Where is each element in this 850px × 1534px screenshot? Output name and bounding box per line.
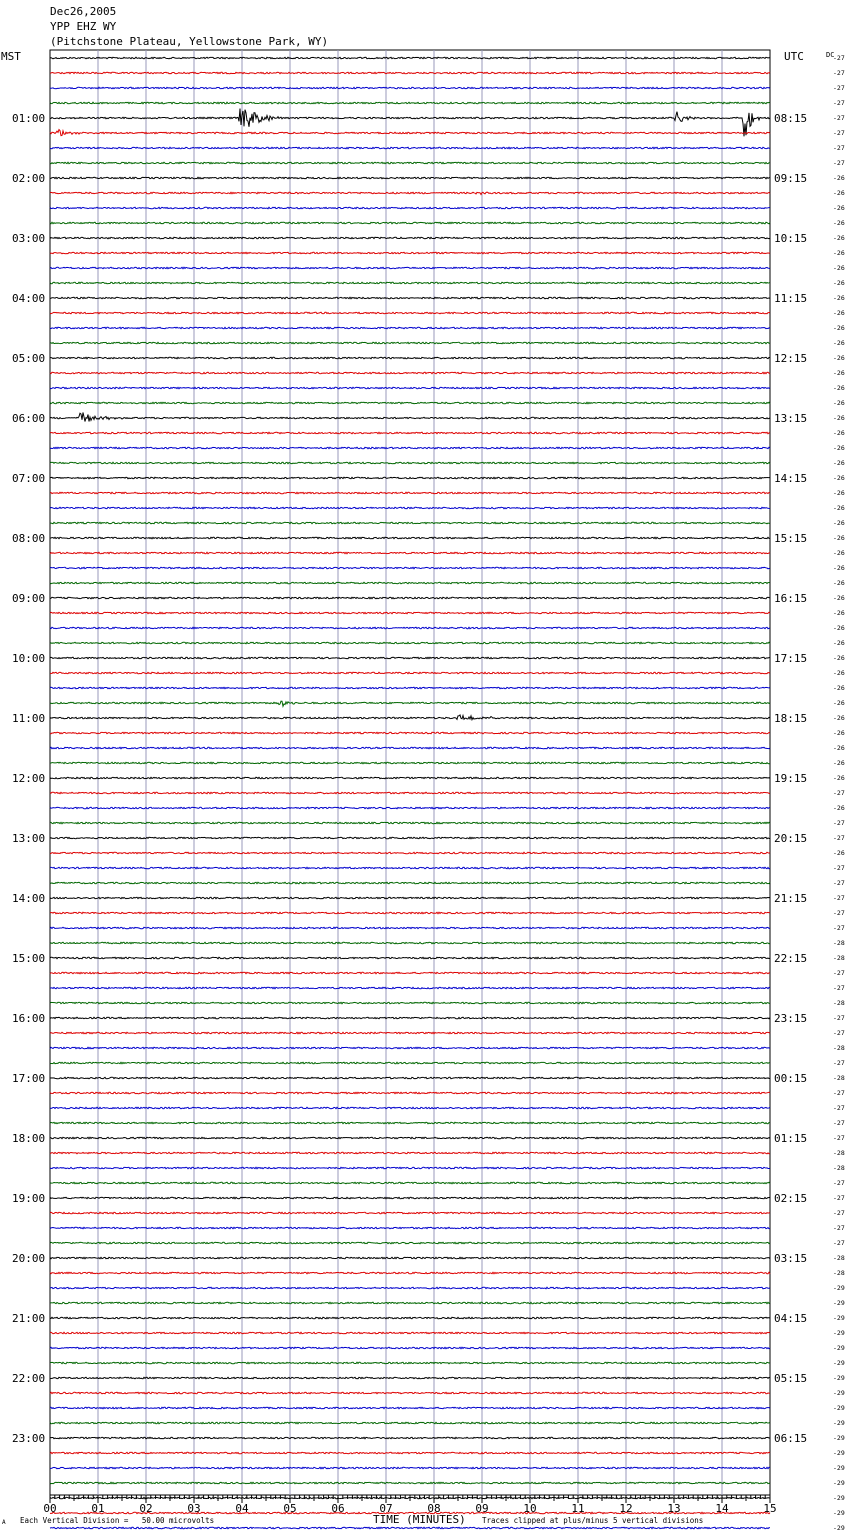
utc-hour-label: 12:15 — [774, 352, 808, 365]
utc-hour-label: 19:15 — [774, 772, 808, 785]
mst-hour-label: 09:00 — [12, 592, 46, 605]
utc-hour-label: 10:15 — [774, 232, 808, 245]
x-tick-label: 02 — [139, 1502, 153, 1515]
mst-hour-label: 05:00 — [12, 352, 46, 365]
dc-offset-label: -27 — [833, 159, 845, 167]
dc-offset-label: -29 — [833, 1404, 845, 1412]
dc-offset-label: -29 — [833, 1509, 845, 1517]
dc-offset-label: -29 — [833, 1434, 845, 1442]
dc-offset-label: -26 — [833, 234, 845, 242]
dc-offset-label: -27 — [833, 69, 845, 77]
dc-offset-label: -29 — [833, 1479, 845, 1487]
dc-offset-label: -26 — [833, 174, 845, 182]
dc-offset-label: -29 — [833, 1449, 845, 1457]
x-tick-label: 01 — [91, 1502, 105, 1515]
dc-offset-label: -29 — [833, 1284, 845, 1292]
dc-offset-label: -26 — [833, 684, 845, 692]
dc-offset-label: -27 — [833, 1104, 845, 1112]
x-tick-label: 13 — [667, 1502, 681, 1515]
dc-offset-label: -29 — [833, 1419, 845, 1427]
dc-offset-label: -26 — [833, 414, 845, 422]
dc-offset-label: -26 — [833, 384, 845, 392]
utc-hour-label: 20:15 — [774, 832, 808, 845]
mst-hour-label: 04:00 — [12, 292, 46, 305]
station-code: YPP EHZ WY — [50, 20, 117, 33]
record-date: Dec26,2005 — [50, 5, 117, 18]
utc-hour-label: 23:15 — [774, 1012, 808, 1025]
dc-offset-label: -27 — [833, 129, 845, 137]
dc-offset-label: -26 — [833, 294, 845, 302]
x-axis-title: TIME (MINUTES) — [373, 1513, 466, 1526]
mst-hour-label: 20:00 — [12, 1252, 46, 1265]
dc-offset-label: -26 — [833, 624, 845, 632]
dc-offset-label: -27 — [833, 144, 845, 152]
utc-hour-label: 17:15 — [774, 652, 808, 665]
dc-offset-label: -27 — [833, 864, 845, 872]
x-tick-label: 10 — [523, 1502, 537, 1515]
dc-offset-label: -27 — [833, 1089, 845, 1097]
dc-offset-label: -27 — [833, 114, 845, 122]
dc-offset-label: -26 — [833, 504, 845, 512]
utc-hour-label: 05:15 — [774, 1372, 808, 1385]
dc-offset-label: -26 — [833, 774, 845, 782]
x-tick-label: 11 — [571, 1502, 585, 1515]
dc-offset-label: -29 — [833, 1314, 845, 1322]
dc-offset-label: -26 — [833, 744, 845, 752]
mst-hour-label: 10:00 — [12, 652, 46, 665]
dc-offset-label: -26 — [833, 564, 845, 572]
dc-offset-label: -26 — [833, 474, 845, 482]
utc-hour-label: 16:15 — [774, 592, 808, 605]
dc-offset-label: -26 — [833, 309, 845, 317]
dc-offset-label: -29 — [833, 1464, 845, 1472]
mst-hour-label: 02:00 — [12, 172, 46, 185]
dc-offset-label: -27 — [833, 834, 845, 842]
mst-hour-label: 06:00 — [12, 412, 46, 425]
dc-offset-label: -26 — [833, 219, 845, 227]
utc-hour-label: 15:15 — [774, 532, 808, 545]
dc-offset-label: -28 — [833, 1269, 845, 1277]
mst-hour-label: 13:00 — [12, 832, 46, 845]
dc-offset-label: -27 — [833, 789, 845, 797]
utc-hour-label: 02:15 — [774, 1192, 808, 1205]
mst-hour-label: 03:00 — [12, 232, 46, 245]
dc-offset-label: -27 — [833, 54, 845, 62]
dc-offset-label: -26 — [833, 369, 845, 377]
utc-hour-label: 21:15 — [774, 892, 808, 905]
x-tick-label: 09 — [475, 1502, 489, 1515]
dc-offset-label: -27 — [833, 969, 845, 977]
utc-axis-label: UTC — [784, 50, 804, 63]
dc-offset-label: -29 — [833, 1389, 845, 1397]
clip-note: Traces clipped at plus/minus 5 vertical divisions — [482, 1516, 704, 1525]
dc-offset-label: -26 — [833, 264, 845, 272]
utc-hour-label: 01:15 — [774, 1132, 808, 1145]
dc-offset-label: -26 — [833, 339, 845, 347]
dc-offset-label: -27 — [833, 1239, 845, 1247]
dc-offset-label: -28 — [833, 939, 845, 947]
dc-offset-label: -27 — [833, 1029, 845, 1037]
utc-hour-label: 03:15 — [774, 1252, 808, 1265]
dc-offset-label: -29 — [833, 1329, 845, 1337]
dc-offset-label: -26 — [833, 534, 845, 542]
dc-offset-label: -29 — [833, 1299, 845, 1307]
utc-hour-label: 08:15 — [774, 112, 808, 125]
dc-offset-label: -26 — [833, 714, 845, 722]
dc-offset-label: -27 — [833, 1014, 845, 1022]
dc-offset-label: -26 — [833, 669, 845, 677]
mst-hour-label: 15:00 — [12, 952, 46, 965]
dc-axis-label: DC — [826, 51, 835, 59]
dc-offset-label: -26 — [833, 759, 845, 767]
corner-mark: A — [2, 1519, 6, 1526]
dc-offset-label: -29 — [833, 1344, 845, 1352]
dc-offset-label: -29 — [833, 1524, 845, 1532]
dc-offset-label: -28 — [833, 999, 845, 1007]
mst-hour-label: 19:00 — [12, 1192, 46, 1205]
x-tick-label: 08 — [427, 1502, 441, 1515]
dc-offset-label: -26 — [833, 699, 845, 707]
dc-offset-label: -27 — [833, 1134, 845, 1142]
mst-hour-label: 01:00 — [12, 112, 46, 125]
utc-hour-label: 06:15 — [774, 1432, 808, 1445]
dc-offset-label: -27 — [833, 1209, 845, 1217]
dc-offset-label: -28 — [833, 1074, 845, 1082]
dc-offset-label: -26 — [833, 549, 845, 557]
utc-hour-label: 13:15 — [774, 412, 808, 425]
dc-offset-label: -26 — [833, 249, 845, 257]
dc-offset-label: -28 — [833, 1149, 845, 1157]
mst-hour-label: 07:00 — [12, 472, 46, 485]
dc-offset-label: -29 — [833, 1374, 845, 1382]
dc-offset-label: -26 — [833, 729, 845, 737]
dc-offset-label: -27 — [833, 1194, 845, 1202]
dc-offset-label: -26 — [833, 849, 845, 857]
dc-offset-label: -26 — [833, 609, 845, 617]
dc-offset-label: -27 — [833, 894, 845, 902]
x-tick-label: 12 — [619, 1502, 633, 1515]
mst-hour-label: 12:00 — [12, 772, 46, 785]
dc-offset-label: -26 — [833, 189, 845, 197]
dc-offset-label: -26 — [833, 519, 845, 527]
dc-offset-label: -27 — [833, 924, 845, 932]
utc-hour-label: 18:15 — [774, 712, 808, 725]
dc-offset-label: -29 — [833, 1359, 845, 1367]
scale-note: Each Vertical Division = 50.00 microvolts — [20, 1516, 215, 1525]
dc-offset-label: -26 — [833, 324, 845, 332]
utc-hour-label: 04:15 — [774, 1312, 808, 1325]
dc-offset-label: -27 — [833, 1224, 845, 1232]
dc-offset-label: -26 — [833, 279, 845, 287]
mst-hour-label: 08:00 — [12, 532, 46, 545]
mst-hour-label: 11:00 — [12, 712, 46, 725]
dc-offset-label: -26 — [833, 354, 845, 362]
dc-offset-label: -28 — [833, 1254, 845, 1262]
dc-offset-label: -27 — [833, 1119, 845, 1127]
utc-hour-label: 00:15 — [774, 1072, 808, 1085]
mst-hour-label: 17:00 — [12, 1072, 46, 1085]
dc-offset-label: -26 — [833, 654, 845, 662]
dc-offset-label: -26 — [833, 489, 845, 497]
x-tick-label: 07 — [379, 1502, 393, 1515]
dc-offset-label: -26 — [833, 579, 845, 587]
dc-offset-label: -27 — [833, 84, 845, 92]
utc-hour-label: 09:15 — [774, 172, 808, 185]
mst-hour-label: 18:00 — [12, 1132, 46, 1145]
mst-axis-label: MST — [1, 50, 21, 63]
dc-offset-label: -27 — [833, 879, 845, 887]
utc-hour-label: 14:15 — [774, 472, 808, 485]
x-tick-label: 04 — [235, 1502, 249, 1515]
dc-offset-label: -26 — [833, 804, 845, 812]
mst-hour-label: 22:00 — [12, 1372, 46, 1385]
dc-offset-label: -26 — [833, 204, 845, 212]
mst-hour-label: 21:00 — [12, 1312, 46, 1325]
x-tick-label: 06 — [331, 1502, 345, 1515]
dc-offset-label: -26 — [833, 459, 845, 467]
mst-hour-label: 16:00 — [12, 1012, 46, 1025]
station-location: (Pitchstone Plateau, Yellowstone Park, WY) — [50, 35, 329, 48]
dc-offset-label: -26 — [833, 639, 845, 647]
dc-offset-label: -27 — [833, 909, 845, 917]
dc-offset-label: -26 — [833, 399, 845, 407]
dc-offset-label: -26 — [833, 429, 845, 437]
dc-offset-label: -27 — [833, 819, 845, 827]
dc-offset-label: -26 — [833, 594, 845, 602]
dc-offset-label: -27 — [833, 984, 845, 992]
x-tick-label: 03 — [187, 1502, 201, 1515]
dc-offset-label: -29 — [833, 1494, 845, 1502]
dc-offset-label: -27 — [833, 1059, 845, 1067]
dc-offset-label: -27 — [833, 99, 845, 107]
dc-offset-label: -28 — [833, 1044, 845, 1052]
x-tick-label: 15 — [763, 1502, 777, 1515]
utc-hour-label: 22:15 — [774, 952, 808, 965]
dc-offset-label: -27 — [833, 1179, 845, 1187]
utc-hour-label: 11:15 — [774, 292, 808, 305]
mst-hour-label: 14:00 — [12, 892, 46, 905]
dc-offset-label: -26 — [833, 444, 845, 452]
dc-offset-label: -28 — [833, 954, 845, 962]
dc-offset-label: -28 — [833, 1164, 845, 1172]
x-tick-label: 14 — [715, 1502, 729, 1515]
x-tick-label: 05 — [283, 1502, 297, 1515]
mst-hour-label: 23:00 — [12, 1432, 46, 1445]
x-tick-label: 00 — [43, 1502, 57, 1515]
